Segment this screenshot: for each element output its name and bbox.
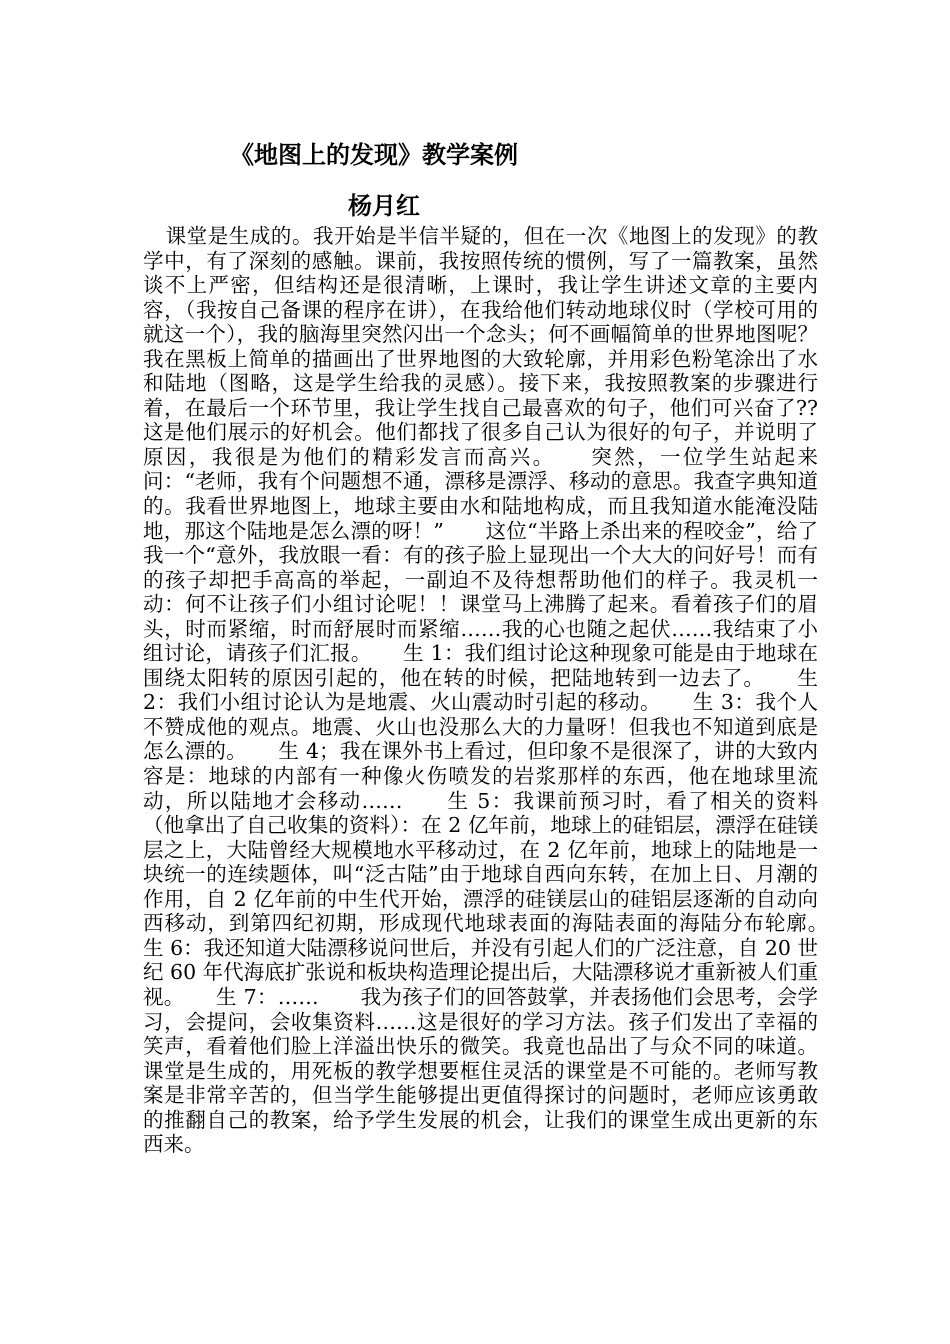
body-paragraph: 课堂是生成的。我开始是半信半疑的，但在一次《地图上的发现》的教学中，有了深刻的感触。课前，我按照传统的惯例，写了一篇教案，虽然谈不上严密，但结构还是很清晰，上课时，我让学生讲述文章的主要内容，（我按自己备课的程序在讲），在我给他们转动地球仪时（学校可用的就这一个），我的脑海里突然闪出一个念头；何不画幅简单的世界地图呢？我在黑板上简单的描画出了世界地图的大致轮廓，并用彩色粉笔涂出了水和陆地（图略，这是学生给我的灵感）。接下来，我按照教案的步骤进行着，在最后一个环节里，我让学生找自己最喜欢的句子，他们可兴奋了??这是他们展示的好机会。他们都找了很多自己认为很好的句子，并说明了原因，我很是为他们的精彩发言而高兴。 突然，一位学生站起来问：“老师，我有个问题想不通，漂移是漂浮、移动的意思。我查字典知道的。我看世界地图上，地球主要由水和陆地构成，而且我知道水能淹没陆地，那这个陆地是怎么漂的呀！” 这位“半路上杀出来的程咬金”，给了我一个“意外，我放眼一看：有的孩子脸上显现出一个大大的问好号！而有的孩子却把手高高的举起，一副迫不及待想帮助他们的样子。我灵机一动：何不让孩子们小组讨论呢！！课堂马上沸腾了起来。看着孩子们的眉头，时而紧缩，时而舒展时而紧缩……我的心也随之起伏……我结束了小组讨论，请孩子们汇报。 生 1：我们组讨论这种现象可能是由于地球在围绕太阳转的原因引起的，他在转的时候，把陆地转到一边去了。 生 2：我们小组讨论认为是地震、火山震动时引起的移动。 生 3：我个人不赞成他的观点。地震、火山也没那么大的力量呀！但我也不知道到底是怎么漂的。 生 4；我在课外书上看过，但印象不是很深了，讲的大致内容是：地球的内部有一种像火伤喷发的岩浆那样的东西，他在地球里流动，所以陆地才会移动…… 生 5：我课前预习时，看了相关的资料（他拿出了自己收集的资料）：在 2 亿年前，地球上的硅铝层，漂浮在硅镁层之上，大陆曾经大规模地水平移动过，在 2 亿年前，地球上的陆地是一块统一的连续题体，叫“泛古陆”由于地球自西向东转，在加上日、月潮的作用，自 2 亿年前的中生代开始，漂浮的硅镁层山的硅铝层逐渐的自动向西移动，到第四纪初期，形成现代地球表面的海陆表面的海陆分布轮廓。 生 6：我还知道大陆漂移说问世后，并没有引起人们的广泛注意，自 20 世纪 60 年代海底扩张说和板块构造理论提出后，大陆漂移说才重新被人们重视。 生 7：…… 我为孩子们的回答鼓掌，并表扬他们会思考，会学习，会提问，会收集资料……这是很好的学习方法。孩子们发出了幸福的笑声，看着他们脸上洋溢出快乐的微笑。我竟也品出了与众不同的味道。课堂是生成的，用死板的教学想要框住灵活的课堂是不可能的。老师写教案是非常辛苦的，但当学生能够提出更值得探讨的问题时，老师应该勇敢的推翻自己的教案，给予学生发展的机会，让我们的课堂生成出更新的东西来。 — [143, 224, 859, 1157]
document-title: 《地图上的发现》教学案例 — [230, 140, 518, 169]
document-author: 杨月红 — [348, 191, 420, 220]
document-body — [143, 224, 859, 1157]
